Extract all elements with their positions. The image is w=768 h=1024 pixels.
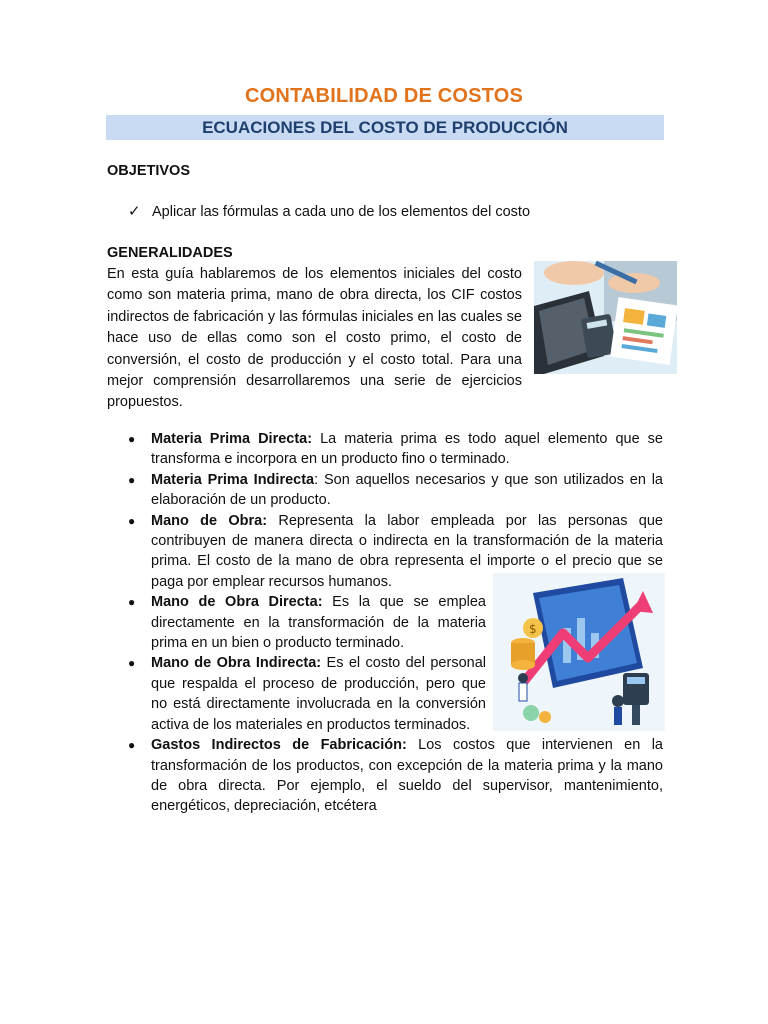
bullet-icon: ●	[128, 595, 136, 610]
list-item	[128, 429, 663, 470]
list-item	[128, 592, 486, 653]
list-item-term: Gastos Indirectos de Fabricación:	[151, 737, 407, 754]
list-item	[128, 735, 663, 817]
list-item-text: : Son aquellos necesarios y que son utilizados en la elaboración de un producto.	[151, 471, 663, 509]
list-item-term: Mano de Obra Directa:	[151, 594, 323, 611]
cost-elements-list	[128, 429, 663, 817]
bullet-icon: ●	[128, 656, 136, 671]
bullet-icon: ●	[128, 513, 136, 528]
objective-item	[128, 202, 530, 222]
list-item-term: Mano de Obra Indirecta:	[151, 655, 322, 672]
list-item	[128, 470, 663, 511]
svg-text:$: $	[529, 622, 537, 636]
list-item-text: Los costos que intervienen en la transformación de los productos, con excepción de la materia prima y la mano de obra directa. Por ejemplo, el sueldo del supervisor, mantenimiento, energéticos, depreciación, etcétera	[151, 737, 663, 815]
list-item-text: Representa la labor empleada por las personas que contribuyen de manera directa o indirecta en la transformación de la materia prima. El costo de la mano de obra representa el importe o el precio que se paga por emplear recursos humanos.	[151, 512, 663, 590]
list-item-term: Materia Prima Directa:	[151, 431, 313, 447]
objective-text: Aplicar las fórmulas a cada uno de los elementos del costo	[152, 204, 531, 220]
bullet-icon: ●	[128, 738, 136, 753]
desk-illustration	[534, 261, 677, 374]
list-item	[128, 653, 486, 735]
list-item	[128, 511, 663, 593]
list-item-term: Mano de Obra:	[151, 512, 268, 529]
generalities-heading: GENERALIDADES	[107, 245, 233, 261]
business-desk-photo	[534, 261, 677, 374]
document-title: CONTABILIDAD DE COSTOS	[244, 85, 524, 107]
bullet-icon: ●	[128, 432, 136, 446]
list-item-term: Materia Prima Indirecta	[151, 471, 315, 488]
generalities-paragraph: En esta guía hablaremos de los elementos iniciales del costo como son materia prima, mano de obra directa, los CIF costos indirectos de fabricación y las fórmulas iniciales en las cuales se hace uso de ellas como son el costo primo, el costo de conversión, el costo de producción y el costo total. Para una mejor comprensión desarrollaremos una serie de ejercicios propuestos.	[107, 266, 522, 411]
bullet-icon: ●	[128, 472, 136, 487]
document-subtitle: ECUACIONES DEL COSTO DE PRODUCCIÓN	[202, 118, 568, 137]
objectives-heading: OBJETIVOS	[107, 163, 190, 179]
list-item-text: La materia prima es todo aquel elemento que se transforma e incorpora en un producto fino o terminado.	[151, 431, 663, 468]
list-item-text: Es el costo del personal que respalda el proceso de producción, pero que no está directamente involucrada en la conversión activa de los materiales en productos terminados.	[151, 655, 486, 733]
checkmark-icon: ✓	[128, 203, 141, 220]
list-item-text: Es la que se emplea directamente en la transformación de la materia prima en un bien o producto terminado.	[151, 594, 486, 652]
